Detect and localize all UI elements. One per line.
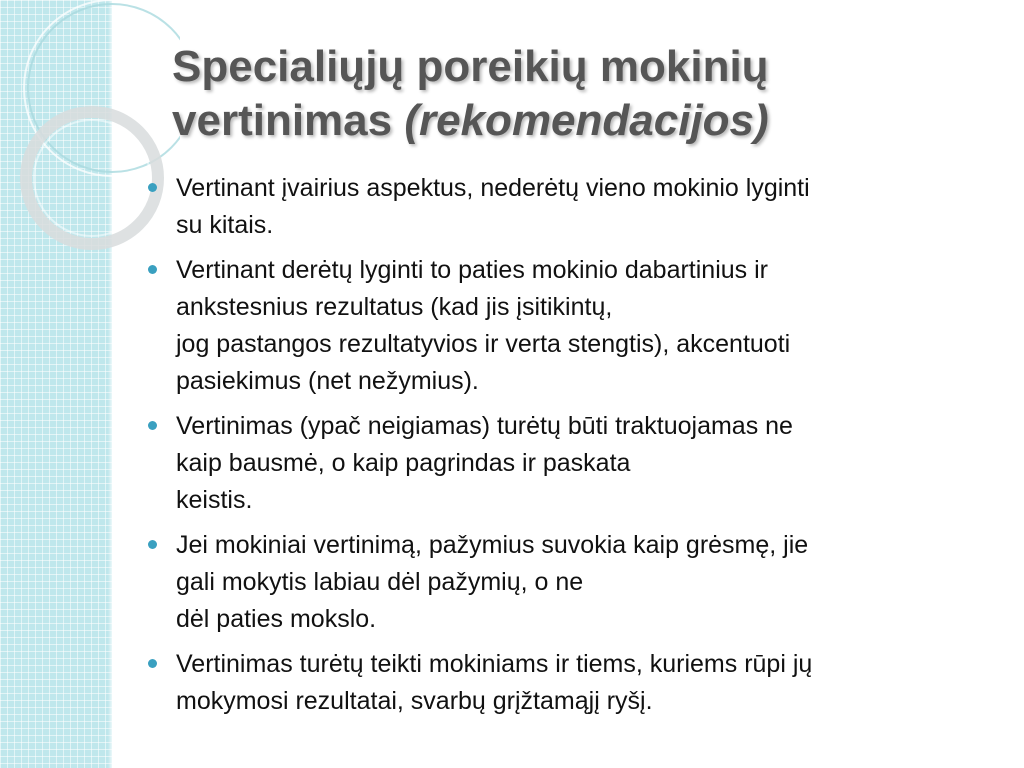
bullet-line: keistis. bbox=[176, 486, 253, 514]
bullet-item bbox=[144, 408, 994, 519]
bullet-dot-icon bbox=[148, 421, 157, 430]
bullet-dot-icon bbox=[148, 265, 157, 274]
bullet-dot-icon bbox=[148, 540, 157, 549]
bullet-line: ankstesnius rezultatus (kad jis įsitikintų, bbox=[176, 293, 613, 321]
bullet-dot-icon bbox=[148, 183, 157, 192]
bullet-list bbox=[144, 170, 994, 728]
bullet-item bbox=[144, 646, 994, 720]
bullet-line: Jei mokiniai vertinimą, pažymius suvokia kaip grėsmę, jie bbox=[176, 531, 809, 559]
bullet-line: dėl paties mokslo. bbox=[176, 605, 377, 633]
bullet-item bbox=[144, 252, 994, 400]
bullet-item bbox=[144, 170, 994, 244]
bullet-line: pasiekimus (net nežymius). bbox=[176, 367, 479, 395]
bullet-line: kaip bausmė, o kaip pagrindas ir paskata bbox=[176, 449, 631, 477]
bullet-line: gali mokytis labiau dėl pažymių, o ne bbox=[176, 568, 584, 596]
slide-title-main: Specialiųjų poreikių mokinių vertinimas bbox=[172, 42, 769, 145]
bullet-dot-icon bbox=[148, 659, 157, 668]
bullet-line: Vertinimas turėtų teikti mokiniams ir tiems, kuriems rūpi jų bbox=[176, 650, 813, 678]
bullet-line: Vertinimas (ypač neigiamas) turėtų būti traktuojamas ne bbox=[176, 412, 793, 440]
bullet-line: su kitais. bbox=[176, 211, 274, 239]
bullet-item bbox=[144, 527, 994, 638]
slide-title bbox=[172, 40, 992, 148]
bullet-line: mokymosi rezultatai, svarbų grįžtamąjį ryšį. bbox=[176, 687, 653, 715]
bullet-line: jog pastangos rezultatyvios ir verta stengtis), akcentuoti bbox=[176, 330, 791, 358]
bullet-line: Vertinant įvairius aspektus, nederėtų vieno mokinio lyginti bbox=[176, 174, 810, 202]
slide-title-italic: (rekomendacijos) bbox=[404, 96, 769, 145]
bullet-line: Vertinant derėtų lyginti to paties mokinio dabartinius ir bbox=[176, 256, 768, 284]
